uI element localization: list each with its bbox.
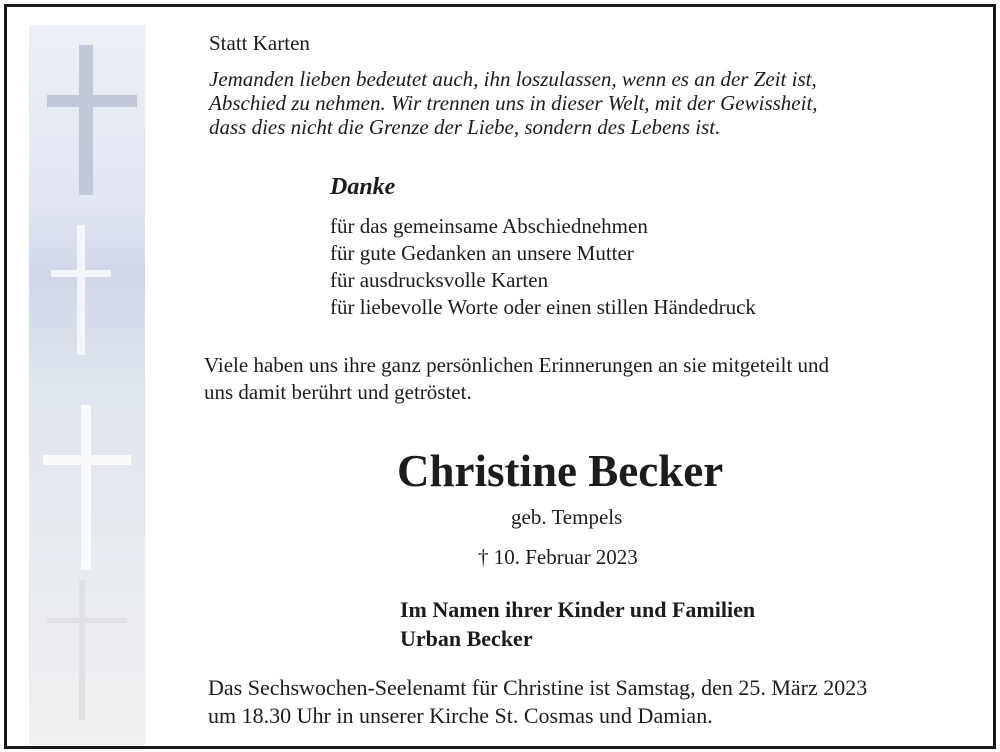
quote-line: dass dies nicht die Grenze der Liebe, sondern des Lebens ist.	[209, 115, 721, 139]
deceased-name: Christine Becker	[397, 446, 724, 496]
quote-line: Jemanden lieben bedeutet auch, ihn loszulassen, wenn es an der Zeit ist,	[209, 67, 817, 91]
service-line: um 18.30 Uhr in unserer Kirche St. Cosmas und Damian.	[208, 703, 713, 728]
service-line: Das Sechswochen-Seelenamt für Christine ist Samstag, den 25. März 2023	[208, 675, 868, 700]
service-announcement	[208, 674, 867, 730]
header-statt-karten: Statt Karten	[209, 31, 310, 55]
thanks-line: für das gemeinsame Abschiednehmen	[330, 214, 648, 238]
memories-paragraph	[204, 352, 829, 406]
thanks-line: für gute Gedanken an unsere Mutter	[330, 241, 634, 265]
maiden-name: geb. Tempels	[511, 505, 623, 529]
obituary-frame	[4, 4, 996, 749]
thanks-line: für liebevolle Worte oder einen stillen Händedruck	[330, 295, 756, 319]
memories-line: Viele haben uns ihre ganz persönlichen Erinnerungen an sie mitgeteilt und	[204, 353, 830, 377]
thanks-title: Danke	[330, 174, 396, 200]
family-line: Im Namen ihrer Kinder und Familien	[400, 597, 756, 622]
thanks-list	[330, 213, 756, 321]
family-signature	[400, 595, 755, 653]
family-line: Urban Becker	[400, 626, 533, 651]
quote-line: Abschied zu nehmen. Wir trennen uns in dieser Welt, mit der Gewissheit,	[209, 91, 818, 115]
cross-photo-strip	[29, 25, 145, 745]
quote-block	[209, 67, 818, 139]
thanks-line: für ausdrucksvolle Karten	[330, 268, 549, 292]
death-date: † 10. Februar 2023	[478, 545, 638, 569]
memories-line: uns damit berührt und getröstet.	[204, 380, 472, 404]
